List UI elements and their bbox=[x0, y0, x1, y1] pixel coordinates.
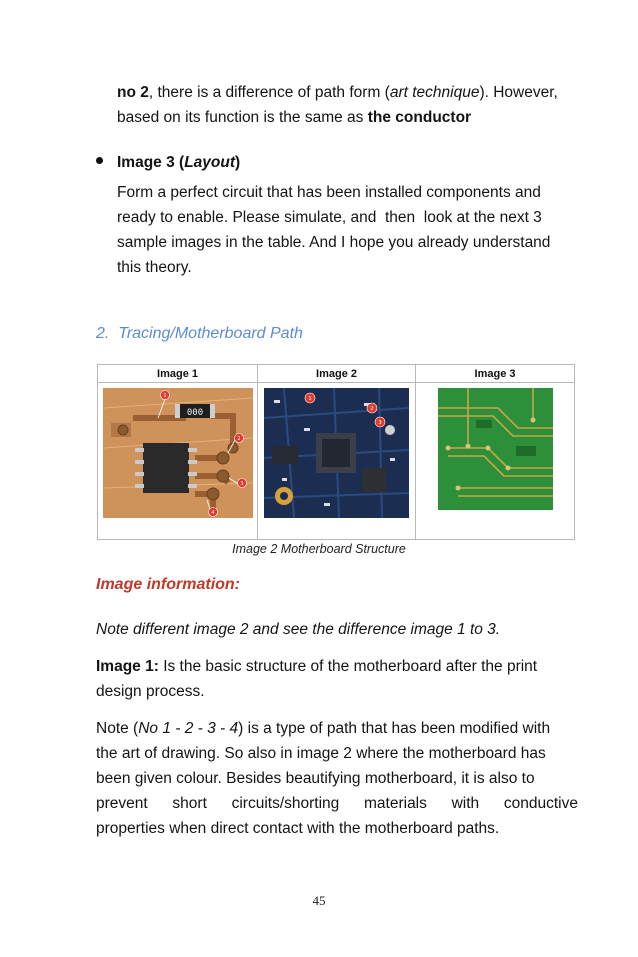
figure-cell-image-3 bbox=[416, 383, 575, 540]
note-para-line-1 bbox=[96, 716, 578, 741]
section-heading: 2. Tracing/Motherboard Path bbox=[96, 325, 303, 342]
figure-caption: Image 2 Motherboard Structure bbox=[232, 542, 406, 556]
figure-cell-image-2 bbox=[258, 383, 416, 540]
marker-1-label: 1 bbox=[308, 396, 312, 402]
image1-desc-text: Is the basic structure of the motherboard after the print bbox=[158, 658, 538, 675]
bullet-title-suffix: ) bbox=[235, 154, 241, 171]
marker-2-label: 2 bbox=[236, 436, 241, 442]
intro-end: ). However, bbox=[479, 84, 558, 101]
bullet-line-4: this theory. bbox=[117, 259, 192, 276]
bullet-line-3: sample images in the table. And I hope you already understand bbox=[117, 234, 551, 251]
bullet-point bbox=[96, 157, 103, 164]
bullet-title-prefix: Image 3 ( bbox=[117, 154, 185, 171]
intro-italic: art technique bbox=[389, 84, 480, 101]
note-para-line-2: the art of drawing. So also in image 2 where the motherboard has bbox=[96, 745, 546, 762]
intro-line2-bold: the conductor bbox=[367, 109, 472, 126]
marker-2-label: 2 bbox=[370, 406, 374, 412]
figure-header-image-3: Image 3 bbox=[416, 365, 575, 383]
figure-cell-image-1 bbox=[98, 383, 258, 540]
intro-text: , there is a difference of path form ( bbox=[148, 84, 390, 101]
marker-1-label: 1 bbox=[162, 393, 167, 399]
figure-header-image-1: Image 1 bbox=[98, 365, 258, 383]
figure-table-header-row bbox=[98, 365, 575, 383]
intro-line2-text: based on its function is the same as bbox=[117, 109, 368, 126]
bullet-line-1: Form a perfect circuit that has been installed components and bbox=[117, 184, 541, 201]
marker-4-label: 4 bbox=[210, 510, 215, 516]
figure-header-image-2: Image 2 bbox=[258, 365, 416, 383]
note-line-text: Note different image 2 and see the difference image 1 to 3. bbox=[96, 621, 501, 638]
note-para-italic: No 1 - 2 - 3 - 4 bbox=[138, 720, 239, 737]
figure-table bbox=[97, 364, 575, 540]
marker-3-label: 3 bbox=[239, 481, 244, 487]
image1-desc-line-1 bbox=[96, 654, 596, 679]
note-line bbox=[96, 617, 596, 642]
pcb-colored-image bbox=[264, 388, 409, 518]
intro-line-1 bbox=[117, 80, 597, 105]
pcb-layout-image bbox=[438, 388, 553, 510]
image1-desc-label: Image 1: bbox=[96, 658, 159, 675]
intro-line-2 bbox=[117, 105, 597, 130]
note-para-prefix: Note ( bbox=[96, 720, 139, 737]
info-heading: Image information: bbox=[96, 576, 241, 593]
intro-bold: no 2 bbox=[117, 84, 149, 101]
bullet-title bbox=[117, 150, 597, 175]
bullet-line-2: ready to enable. Please simulate, and then look at the next 3 bbox=[117, 209, 542, 226]
note-para-line-4: prevent short circuits/shorting materials with conductive bbox=[96, 795, 578, 812]
note-para-rest: ) is a type of path that has been modified with bbox=[238, 720, 551, 737]
bullet-title-italic: Layout bbox=[184, 154, 236, 171]
note-para-line-3: been given colour. Besides beautifying motherboard, it is also to bbox=[96, 770, 535, 787]
marker-3-label: 3 bbox=[378, 420, 382, 426]
note-para-line-5: properties when direct contact with the motherboard paths. bbox=[96, 820, 500, 837]
page-number: 45 bbox=[312, 893, 326, 908]
resistor-label: 000 bbox=[186, 408, 203, 418]
image1-desc-line-2: design process. bbox=[96, 683, 205, 700]
pcb-basic-image bbox=[103, 388, 253, 518]
figure-table-image-row bbox=[98, 383, 575, 540]
